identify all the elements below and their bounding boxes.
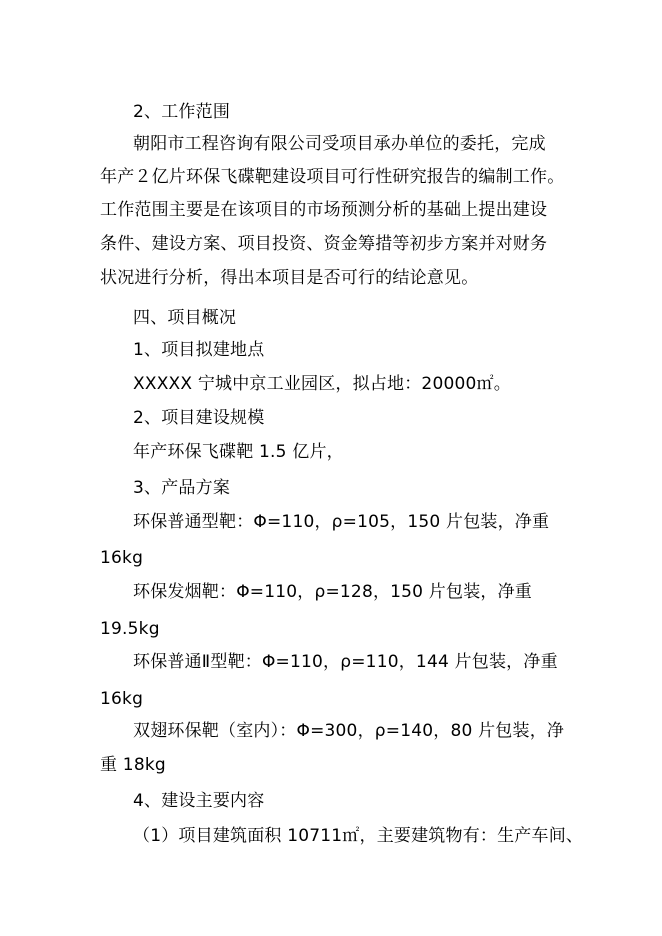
paragraph-line: 双翅环保靶（室内）：Φ=300，ρ=140，80 片包装，净	[133, 721, 565, 741]
section-heading-work-scope: 2、工作范围	[133, 102, 231, 122]
subheading-product-plan: 3、产品方案	[133, 478, 231, 498]
paragraph-line: 环保普通Ⅱ型靶：Φ=110，ρ=110，144 片包装，净重	[133, 652, 558, 672]
paragraph-line: 16kg	[100, 548, 144, 568]
paragraph-line: 环保发烟靶：Φ=110，ρ=128，150 片包装，净重	[133, 582, 533, 602]
paragraph-line: 19.5kg	[100, 619, 160, 639]
section-heading-project-overview: 四、项目概况	[133, 308, 237, 328]
paragraph-line: 状况进行分析，得出本项目是否可行的结论意见。	[100, 268, 479, 288]
paragraph-line: 16kg	[100, 689, 144, 709]
paragraph-line: 重 18kg	[100, 755, 166, 775]
subheading-project-scale: 2、项目建设规模	[133, 408, 265, 428]
paragraph-line: 年产环保飞碟靶 1.5 亿片，	[133, 442, 344, 462]
paragraph-line: 工作范围主要是在该项目的市场预测分析的基础上提出建设	[100, 200, 548, 220]
paragraph-line: 朝阳市工程咨询有限公司受项目承办单位的委托，完成	[133, 134, 546, 154]
paragraph-line: （1）项目建筑面积 10711㎡，主要建筑物有：生产车间、	[133, 826, 584, 846]
paragraph-line: 年产２亿片环保飞碟靶建设项目可行性研究报告的编制工作。	[100, 167, 565, 187]
subheading-construction-content: 4、建设主要内容	[133, 791, 265, 811]
subheading-project-location: 1、项目拟建地点	[133, 340, 265, 360]
paragraph-line: 环保普通型靶：Φ=110，ρ=105，150 片包装，净重	[133, 512, 550, 532]
paragraph-line: 条件、建设方案、项目投资、资金筹措等初步方案并对财务	[100, 234, 548, 254]
paragraph-line: XXXXX 宁城中京工业园区，拟占地：20000㎡。	[133, 374, 511, 394]
